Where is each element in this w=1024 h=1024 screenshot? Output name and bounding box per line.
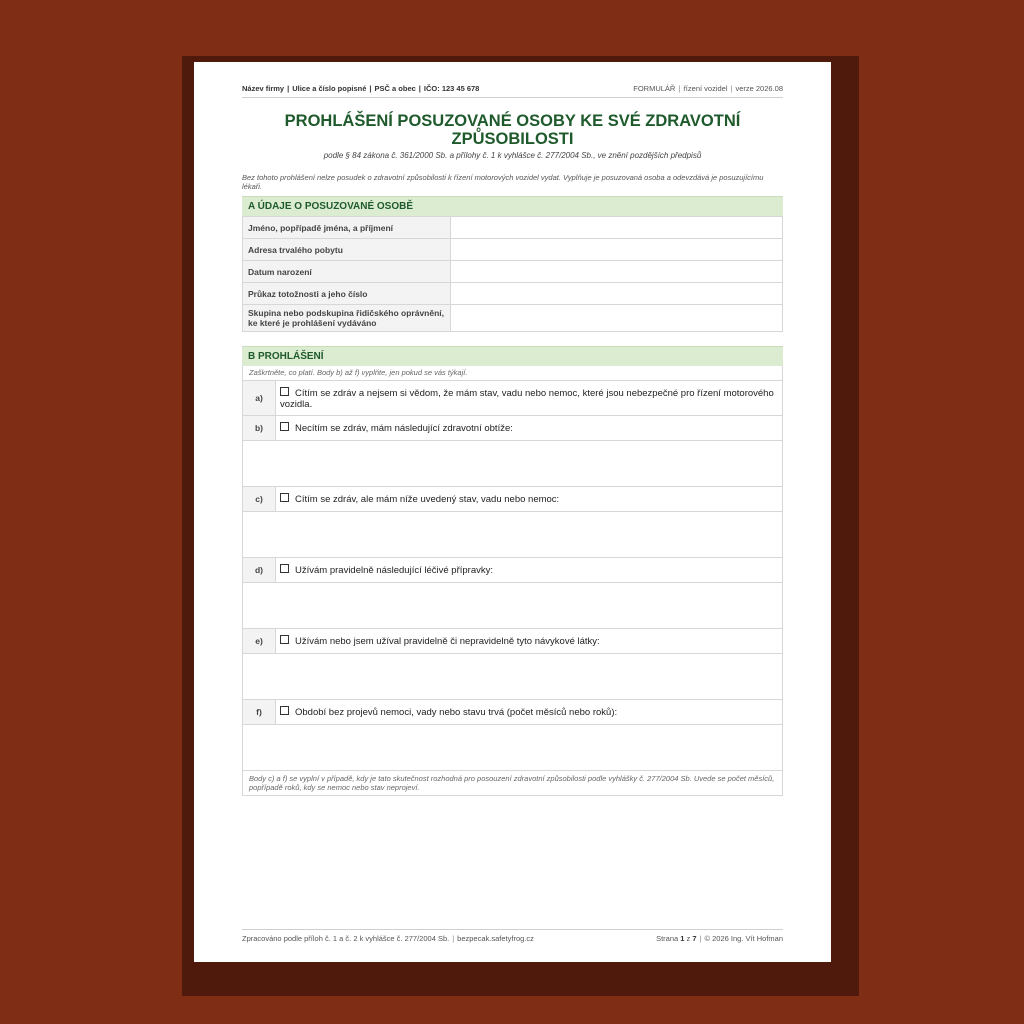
document-subtitle: podle § 84 zákona č. 361/2000 Sb. a přílohy č. 1 k vyhlášce č. 277/2004 Sb., ve znění pozdějších předpisů (323, 151, 702, 160)
table-row (243, 583, 783, 629)
address-field[interactable] (451, 239, 783, 261)
page-total: 7 (692, 934, 697, 943)
declaration-f[interactable] (276, 700, 783, 725)
item-letter: e) (243, 629, 276, 654)
declaration-text: Cítím se zdráv a nejsem si vědom, že mám stav, vadu nebo nemoc, které jsou nebezpečné pro řízení motorového vozidla. (280, 387, 774, 410)
field-label: Datum narození (243, 261, 451, 283)
name-field[interactable] (451, 217, 783, 239)
item-letter: c) (243, 487, 276, 512)
table-row (243, 239, 783, 261)
document-title (242, 112, 783, 148)
declaration-b[interactable] (276, 416, 783, 441)
checkbox-icon[interactable] (280, 706, 289, 715)
section-b-title: B PROHLÁŠENÍ (242, 346, 783, 366)
footer-right: Strana 1 z 7 | © 2026 Ing. Vít Hofman (656, 934, 783, 943)
declaration-a[interactable] (276, 381, 783, 416)
checkbox-icon[interactable] (280, 387, 289, 396)
answer-field-f[interactable] (243, 725, 783, 771)
table-row (243, 217, 783, 239)
table-row (243, 305, 783, 332)
item-letter: f) (243, 700, 276, 725)
table-row (243, 441, 783, 487)
table-row (243, 261, 783, 283)
company-street: Ulice a číslo popisné (292, 84, 367, 93)
declaration-row (243, 416, 783, 441)
item-letter: b) (243, 416, 276, 441)
declaration-row (243, 487, 783, 512)
field-label: Skupina nebo podskupina řidičského oprávnění, ke které je prohlášení vydáváno (243, 305, 451, 332)
declaration-text: Užívám pravidelně následující léčivé přípravky: (295, 565, 494, 576)
declaration-d[interactable] (276, 558, 783, 583)
declaration-text: Necítím se zdráv, mám následující zdravotní obtíže: (295, 423, 513, 434)
id-document-field[interactable] (451, 283, 783, 305)
document-footer (242, 929, 783, 943)
table-row (243, 654, 783, 700)
table-row (243, 725, 783, 771)
answer-field-b[interactable] (243, 441, 783, 487)
declaration-text: Užívám nebo jsem užíval pravidelně či nepravidelně tyto návykové látky: (295, 636, 600, 647)
footer-left: Zpracováno podle příloh č. 1 a č. 2 k vyhlášce č. 277/2004 Sb. | bezpecak.safetyfrog.cz (242, 934, 534, 943)
section-a-title: A ÚDAJE O POSUZOVANÉ OSOBĚ (242, 196, 783, 216)
company-info: Název firmy | Ulice a číslo popisné | PSČ a obec | IČO: 123 45 678 (242, 84, 480, 93)
title-line-1: PROHLÁŠENÍ POSUZOVANÉ OSOBY KE SVÉ ZDRAVOTNÍ (284, 112, 741, 130)
page-current: 1 (680, 934, 685, 943)
birth-date-field[interactable] (451, 261, 783, 283)
answer-field-c[interactable] (243, 512, 783, 558)
form-info: FORMULÁŘ | řízení vozidel | verze 2026.08 (633, 84, 783, 93)
checkbox-icon[interactable] (280, 422, 289, 431)
page-prefix: Strana (656, 934, 679, 943)
section-b-hint: Zaškrtněte, co platí. Body b) až f) vyplňte, jen pokud se vás týkají. (242, 366, 783, 380)
company-ico: IČO: 123 45 678 (423, 84, 480, 93)
section-b-note: Body c) a f) se vyplní v případě, kdy je tato skutečnost rozhodná pro posouzení zdravotní způsobilosti podle vyhlášky č. 277/2004 Sb. Uvede se počet měsíců, popřípadě roků, kdy se nemoc nebo stav neprojeví. (242, 771, 783, 796)
footer-copyright: © 2026 Ing. Vít Hofman (704, 934, 783, 943)
declaration-row (243, 558, 783, 583)
declaration-e[interactable] (276, 629, 783, 654)
form-category: řízení vozidel (683, 84, 728, 93)
page-of: z (686, 934, 691, 943)
item-letter: a) (243, 381, 276, 416)
section-b-table (242, 380, 783, 771)
checkbox-icon[interactable] (280, 635, 289, 644)
footer-source: Zpracováno podle příloh č. 1 a č. 2 k vyhlášce č. 277/2004 Sb. (242, 934, 450, 943)
table-row (243, 512, 783, 558)
answer-field-e[interactable] (243, 654, 783, 700)
footer-site: bezpecak.safetyfrog.cz (457, 934, 534, 943)
form-version: verze 2026.08 (735, 84, 783, 93)
checkbox-icon[interactable] (280, 493, 289, 502)
answer-field-d[interactable] (243, 583, 783, 629)
license-group-field[interactable] (451, 305, 783, 332)
document-header (242, 84, 783, 98)
field-label: Adresa trvalého pobytu (243, 239, 451, 261)
item-letter: d) (243, 558, 276, 583)
declaration-row (243, 381, 783, 416)
form-type: FORMULÁŘ (633, 84, 676, 93)
document-page (194, 62, 831, 962)
table-row (243, 283, 783, 305)
field-label: Jméno, popřípadě jména, a příjmení (243, 217, 451, 239)
checkbox-icon[interactable] (280, 564, 289, 573)
declaration-c[interactable] (276, 487, 783, 512)
company-name: Název firmy (242, 84, 285, 93)
field-label: Průkaz totožnosti a jeho číslo (243, 283, 451, 305)
declaration-text: Cítím se zdráv, ale mám níže uvedený stav, vadu nebo nemoc: (295, 494, 560, 505)
section-a-table (242, 216, 783, 332)
title-line-2: ZPŮSOBILOSTI (451, 130, 574, 148)
declaration-row (243, 700, 783, 725)
declaration-row (243, 629, 783, 654)
intro-text: Bez tohoto prohlášení nelze posudek o zdravotní způsobilosti k řízení motorových vozidel vydat. Vyplňuje je posuzovaná osoba a odevzdává je posuzujícímu lékaři. (242, 173, 764, 191)
declaration-text: Období bez projevů nemoci, vady nebo stavu trvá (počet měsíců nebo roků): (295, 707, 618, 718)
company-city: PSČ a obec (374, 84, 416, 93)
